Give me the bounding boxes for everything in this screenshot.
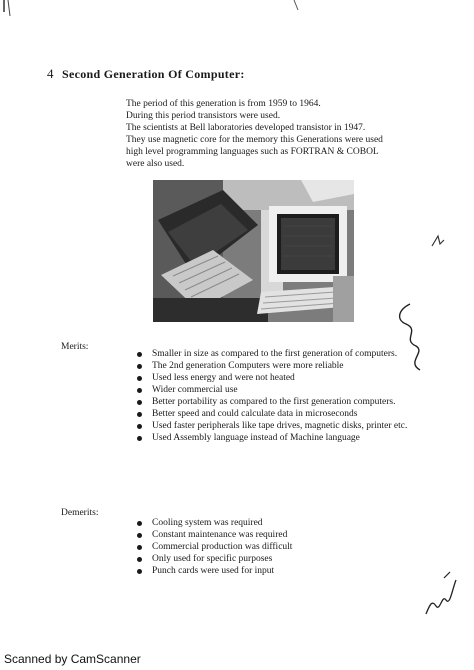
- merit-text: Better speed and could calculate data in microseconds: [152, 409, 358, 419]
- demerits-list: [137, 517, 397, 577]
- scanner-watermark: Scanned by CamScanner: [4, 652, 141, 666]
- merits-list: [137, 348, 412, 444]
- bullet-icon: [137, 521, 142, 526]
- list-item: [137, 541, 397, 553]
- list-item: [137, 360, 412, 372]
- pen-mark: [428, 232, 448, 252]
- list-item: [137, 420, 412, 432]
- top-corner-marks: [0, 0, 474, 30]
- list-item: [137, 372, 412, 384]
- bullet-icon: [137, 376, 142, 381]
- demerits-heading: Demerits:: [61, 508, 99, 518]
- merit-text: Used Assembly language instead of Machine language: [152, 433, 360, 443]
- merit-text: Used less energy and were not heated: [152, 373, 295, 383]
- intro-line: high level programming languages such as FORTRAN & COBOL: [126, 147, 379, 157]
- demerit-text: Only used for specific purposes: [152, 554, 273, 564]
- demerit-text: Commercial production was difficult: [152, 542, 293, 552]
- intro-line: The period of this generation is from 1959 to 1964.: [126, 99, 321, 109]
- merit-text: Wider commercial use: [152, 385, 238, 395]
- merit-text: Better portability as compared to the first generation computers.: [152, 397, 396, 407]
- bullet-icon: [137, 352, 142, 357]
- intro-line: They use magnetic core for the memory this Generations were used: [126, 135, 383, 145]
- bullet-icon: [137, 412, 142, 417]
- list-item: [137, 565, 397, 577]
- handwritten-scribble: [392, 300, 432, 380]
- list-item: [137, 408, 412, 420]
- bullet-icon: [137, 569, 142, 574]
- intro-line: The scientists at Bell laboratories developed transistor in 1947.: [126, 123, 366, 133]
- handwritten-scribble: [420, 570, 460, 620]
- merit-text: Smaller in size as compared to the first generation of computers.: [152, 349, 398, 359]
- bullet-icon: [137, 388, 142, 393]
- intro-line: During this period transistors were used.: [126, 111, 281, 121]
- bullet-icon: [137, 557, 142, 562]
- computer-photo: [153, 180, 354, 322]
- bullet-icon: [137, 533, 142, 538]
- merit-text: Used faster peripherals like tape drives, magnetic disks, printer etc.: [152, 421, 408, 431]
- bullet-icon: [137, 364, 142, 369]
- merit-text: The 2nd generation Computers were more reliable: [152, 361, 344, 371]
- list-item: [137, 432, 412, 444]
- bullet-icon: [137, 545, 142, 550]
- page-title: Second Generation Of Computer:: [62, 67, 245, 81]
- list-item: [137, 396, 412, 408]
- intro-paragraph: [126, 98, 426, 170]
- bullet-icon: [137, 436, 142, 441]
- bullet-icon: [137, 424, 142, 429]
- heading-bullet-number: 4: [47, 66, 54, 81]
- list-item: [137, 529, 397, 541]
- intro-line: were also used.: [126, 159, 185, 169]
- demerit-text: Cooling system was required: [152, 518, 263, 528]
- list-item: [137, 517, 397, 529]
- list-item: [137, 384, 412, 396]
- merits-heading: Merits:: [61, 342, 89, 352]
- list-item: [137, 553, 397, 565]
- demerit-text: Constant maintenance was required: [152, 530, 288, 540]
- demerit-text: Punch cards were used for input: [152, 566, 275, 576]
- list-item: [137, 348, 412, 360]
- bullet-icon: [137, 400, 142, 405]
